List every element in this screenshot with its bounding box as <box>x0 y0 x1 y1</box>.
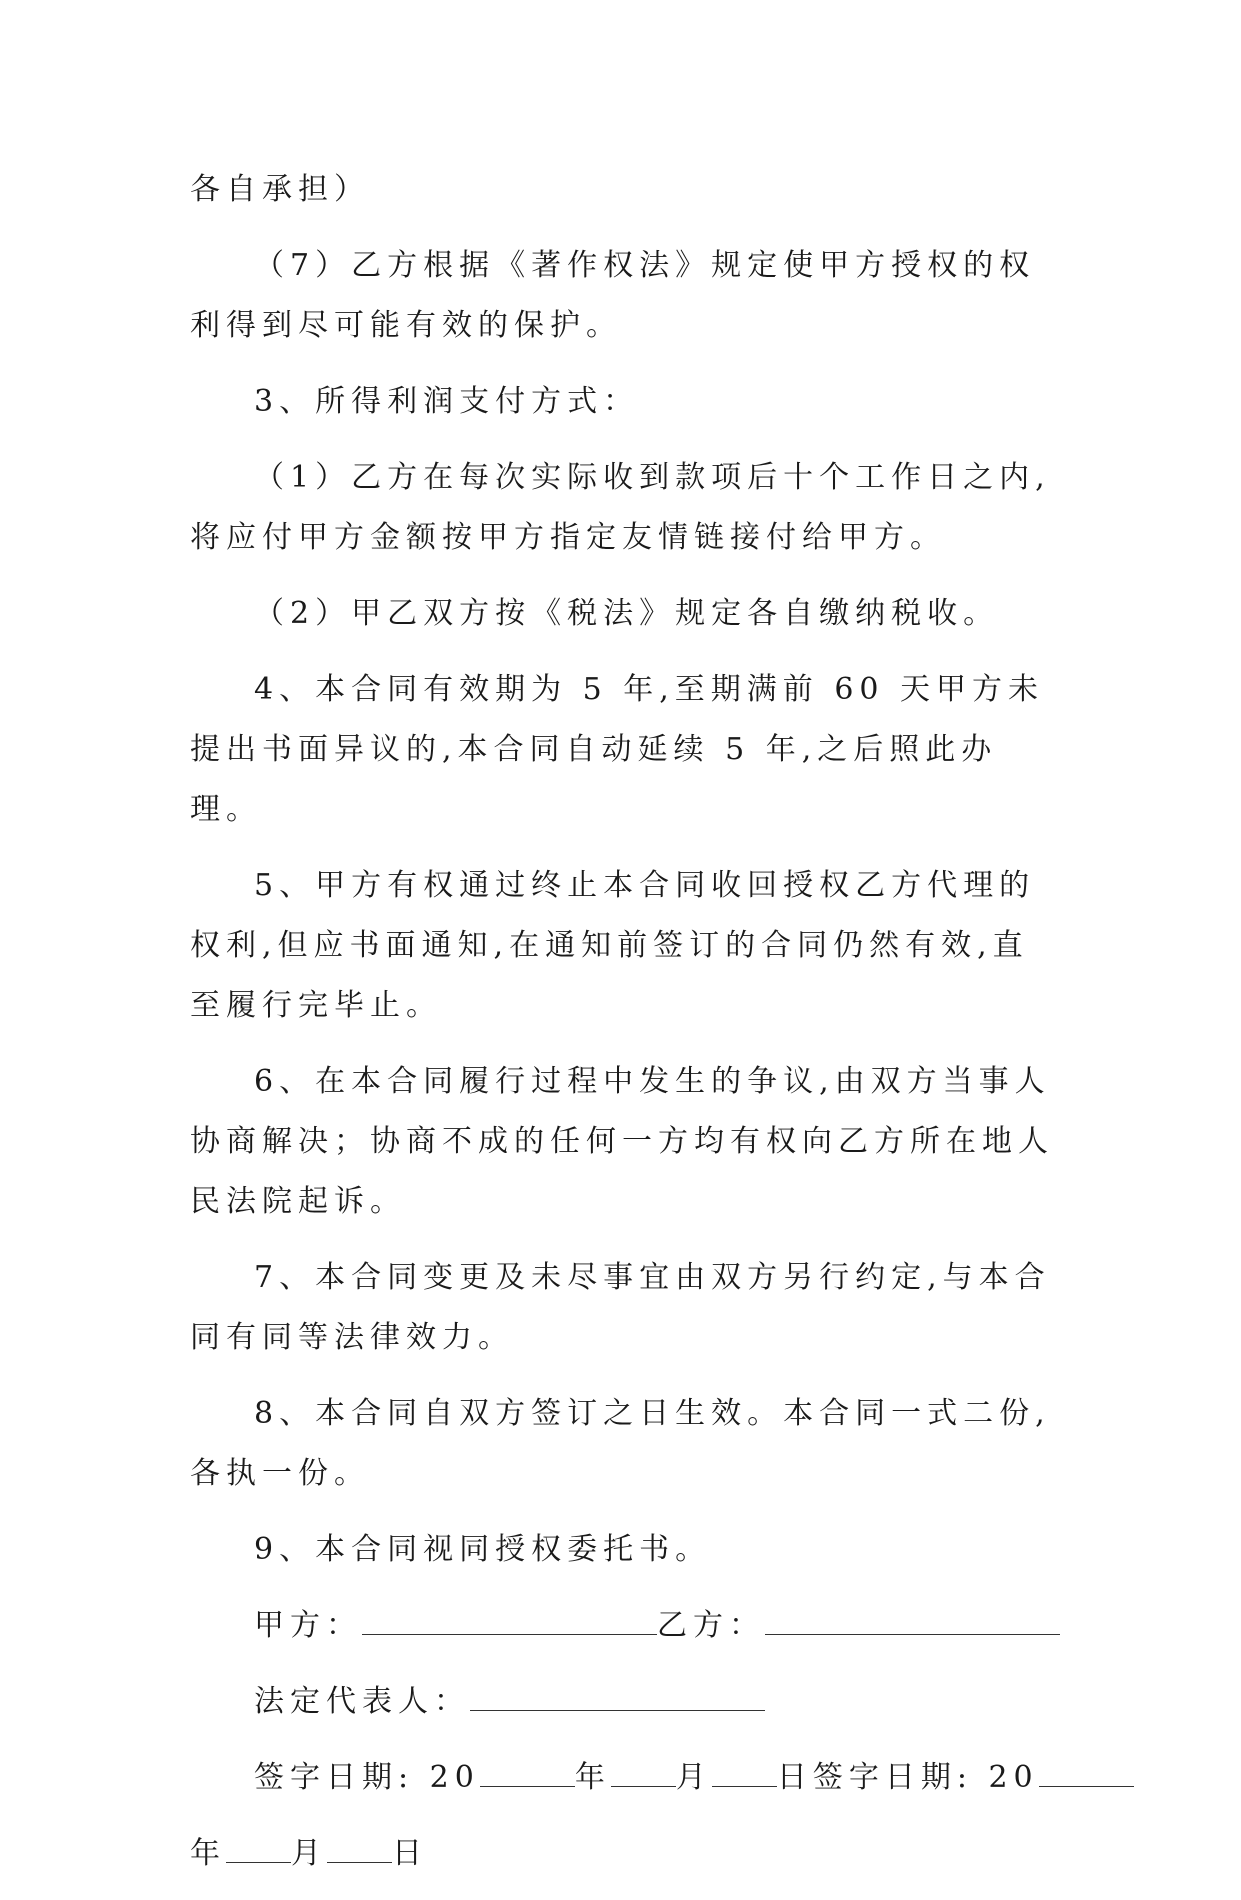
clause-6: 6、在本合同履行过程中发生的争议,由双方当事人协商解决；协商不成的任何一方均有权向乙方所在地人民法院起诉。 <box>190 1064 1054 1219</box>
clause-7: 7、本合同变更及未尽事宜由双方另行约定,与本合同有同等法律效力。 <box>190 1260 1051 1355</box>
month-field-2[interactable] <box>226 1834 291 1863</box>
day-char-2: 日 <box>392 1836 428 1871</box>
month-char-2: 月 <box>291 1836 327 1871</box>
clause-8: 8、本合同自双方签订之日生效。本合同一式二份,各执一份。 <box>190 1396 1051 1491</box>
party-a-label: 甲方： <box>254 1608 362 1643</box>
day-field-1[interactable] <box>712 1758 777 1787</box>
party-signature-line <box>190 1596 1060 1656</box>
year-field-2[interactable] <box>1039 1758 1134 1787</box>
paragraph-continuation: 各自承担） <box>190 172 370 207</box>
day-field-2[interactable] <box>327 1834 392 1863</box>
document-body <box>190 160 1060 1900</box>
month-char-1: 月 <box>675 1760 712 1795</box>
signing-date-label-1: 签字日期: 20 <box>254 1760 480 1795</box>
party-a-field[interactable] <box>362 1606 657 1635</box>
clause-2-7: （7）乙方根据《著作权法》规定使甲方授权的权利得到尽可能有效的保护。 <box>190 248 1036 343</box>
month-field-1[interactable] <box>611 1758 676 1787</box>
signing-date-label-2: 签字日期: 20 <box>812 1760 1039 1795</box>
party-b-field[interactable] <box>765 1606 1060 1635</box>
clause-3-2: （2）甲乙双方按《税法》规定各自缴纳税收。 <box>254 596 1000 631</box>
year-char-1: 年 <box>574 1760 611 1795</box>
clause-3-heading: 3、所得利润支付方式： <box>254 384 640 419</box>
clause-4: 4、本合同有效期为 5 年,至期满前 60 天甲方未提出书面异议的,本合同自动延续 5 年,之后照此办理。 <box>190 672 1045 827</box>
day-char-1: 日 <box>776 1760 813 1795</box>
clause-3-1: （1）乙方在每次实际收到款项后十个工作日之内,将应付甲方金额按甲方指定友情链接付给甲方。 <box>190 460 1051 555</box>
clause-9: 9、本合同视同授权委托书。 <box>254 1532 712 1567</box>
year-char-2: 年 <box>190 1836 226 1871</box>
legal-rep-line <box>190 1672 1060 1732</box>
clause-5: 5、甲方有权通过终止本合同收回授权乙方代理的权利,但应书面通知,在通知前签订的合同仍然有效,直至履行完毕止。 <box>190 868 1036 1023</box>
signing-date-line-continued <box>190 1824 1060 1884</box>
legal-rep-label: 法定代表人： <box>254 1684 470 1719</box>
party-b-label: 乙方： <box>657 1608 765 1643</box>
signing-date-line <box>190 1748 1060 1808</box>
legal-rep-field[interactable] <box>470 1682 765 1711</box>
year-field-1[interactable] <box>480 1758 575 1787</box>
